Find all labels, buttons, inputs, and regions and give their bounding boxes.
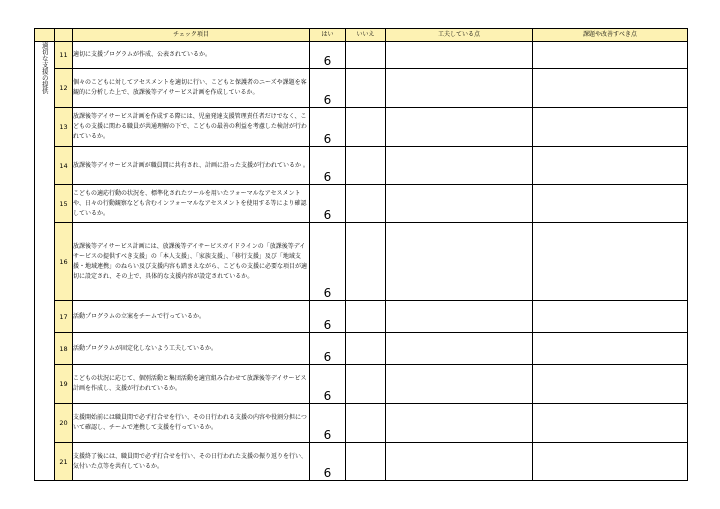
- effort-cell: [386, 69, 533, 108]
- no-count: [346, 185, 386, 223]
- header-no: いいえ: [346, 29, 386, 42]
- row-number: 13: [55, 108, 73, 147]
- yes-count: 6: [310, 301, 346, 333]
- header-row: [35, 29, 688, 42]
- no-count: [346, 333, 386, 365]
- check-item-text: 放課後等デイサービス計画には、放課後等デイサービスガイドラインの「放課後等デイサービスの提供すべき支援」の「本人支援」、「家族支援」、「移行支援」及び「地域支援・地域連携」のねらい及び支援内容も踏まえながら、こどもの支援に必要な項目が適切に設定され、その上で、具体的な支援内容が設定されているか。: [73, 223, 310, 301]
- table-row: [35, 301, 688, 333]
- table-row: [35, 147, 688, 185]
- yes-count: 6: [310, 365, 346, 404]
- row-number: 20: [55, 404, 73, 443]
- no-count: [346, 301, 386, 333]
- issues-cell: [533, 108, 688, 147]
- row-number: 14: [55, 147, 73, 185]
- check-item-text: 活動プログラムが固定化しないよう工夫しているか。: [73, 333, 310, 365]
- table-row: [35, 365, 688, 404]
- check-item-text: 放課後等デイサービス計画を作成する際には、児童発達支援管理責任者だけでなく、こどもの支援に関わる職員が共通理解の下で、こどもの最善の利益を考慮した検討が行われているか。: [73, 108, 310, 147]
- issues-cell: [533, 42, 688, 69]
- effort-cell: [386, 223, 533, 301]
- evaluation-table: [34, 28, 688, 481]
- yes-count: 6: [310, 108, 346, 147]
- effort-cell: [386, 301, 533, 333]
- effort-cell: [386, 42, 533, 69]
- check-item-text: 支援終了後には、職員間で必ず打合せを行い、その日行われた支援の振り返りを行い､気付いた点等を共有しているか。: [73, 443, 310, 481]
- no-count: [346, 69, 386, 108]
- check-item-text: こどもの適応行動の状況を、標準化されたツールを用いたフォーマルなアセスメントや、日々の行動観察なども含むインフォーマルなアセスメントを使用する等により確認しているか。: [73, 185, 310, 223]
- row-number: 12: [55, 69, 73, 108]
- header-check-item: チェック項目: [73, 29, 310, 42]
- check-item-text: こどもの状況に応じて、個別活動と集団活動を適宜組み合わせて放課後等デイサービス計画を作成し、支援が行われているか。: [73, 365, 310, 404]
- no-count: [346, 443, 386, 481]
- effort-cell: [386, 185, 533, 223]
- header-yes: はい: [310, 29, 346, 42]
- table-row: [35, 42, 688, 69]
- category-label: 適切な支援の提供: [40, 42, 49, 94]
- table-row: [35, 443, 688, 481]
- issues-cell: [533, 223, 688, 301]
- yes-count: 6: [310, 223, 346, 301]
- yes-count: 6: [310, 185, 346, 223]
- no-count: [346, 42, 386, 69]
- yes-count: 6: [310, 333, 346, 365]
- issues-cell: [533, 185, 688, 223]
- yes-count: 6: [310, 404, 346, 443]
- table-row: [35, 404, 688, 443]
- header-category-cell: [35, 29, 55, 42]
- no-count: [346, 147, 386, 185]
- effort-cell: [386, 147, 533, 185]
- issues-cell: [533, 147, 688, 185]
- no-count: [346, 223, 386, 301]
- no-count: [346, 108, 386, 147]
- issues-cell: [533, 404, 688, 443]
- category-cell: [35, 42, 55, 481]
- effort-cell: [386, 443, 533, 481]
- row-number: 19: [55, 365, 73, 404]
- table-row: [35, 108, 688, 147]
- check-item-text: 放課後等デイサービス計画が職員間に共有され、計画に沿った支援が行われているか 。: [73, 147, 310, 185]
- row-number: 11: [55, 42, 73, 69]
- row-number: 16: [55, 223, 73, 301]
- table-row: [35, 185, 688, 223]
- header-issues: 課題や改善すべき点: [533, 29, 688, 42]
- yes-count: 6: [310, 69, 346, 108]
- row-number: 21: [55, 443, 73, 481]
- yes-count: 6: [310, 443, 346, 481]
- issues-cell: [533, 443, 688, 481]
- check-item-text: 適切に支援プログラムが作成、公表されているか。: [73, 42, 310, 69]
- row-number: 18: [55, 333, 73, 365]
- check-item-text: 個々のこどもに対してアセスメントを適切に行い、こどもと保護者のニーズや課題を客観的に分析した上で、放課後等デイサービス計画を作成しているか。: [73, 69, 310, 108]
- check-item-text: 支援開始前には職員間で必ず打合せを行い、その日行われる支援の内容や役割分担について確認し、チームで連携して支援を行っているか。: [73, 404, 310, 443]
- table-row: [35, 69, 688, 108]
- check-item-text: 活動プログラムの立案をチームで行っているか。: [73, 301, 310, 333]
- effort-cell: [386, 108, 533, 147]
- header-effort: 工夫している点: [386, 29, 533, 42]
- table-row: [35, 223, 688, 301]
- header-number-cell: [55, 29, 73, 42]
- issues-cell: [533, 365, 688, 404]
- issues-cell: [533, 69, 688, 108]
- yes-count: 6: [310, 147, 346, 185]
- table-row: [35, 333, 688, 365]
- effort-cell: [386, 333, 533, 365]
- row-number: 15: [55, 185, 73, 223]
- effort-cell: [386, 404, 533, 443]
- effort-cell: [386, 365, 533, 404]
- issues-cell: [533, 301, 688, 333]
- yes-count: 6: [310, 42, 346, 69]
- row-number: 17: [55, 301, 73, 333]
- issues-cell: [533, 333, 688, 365]
- no-count: [346, 365, 386, 404]
- no-count: [346, 404, 386, 443]
